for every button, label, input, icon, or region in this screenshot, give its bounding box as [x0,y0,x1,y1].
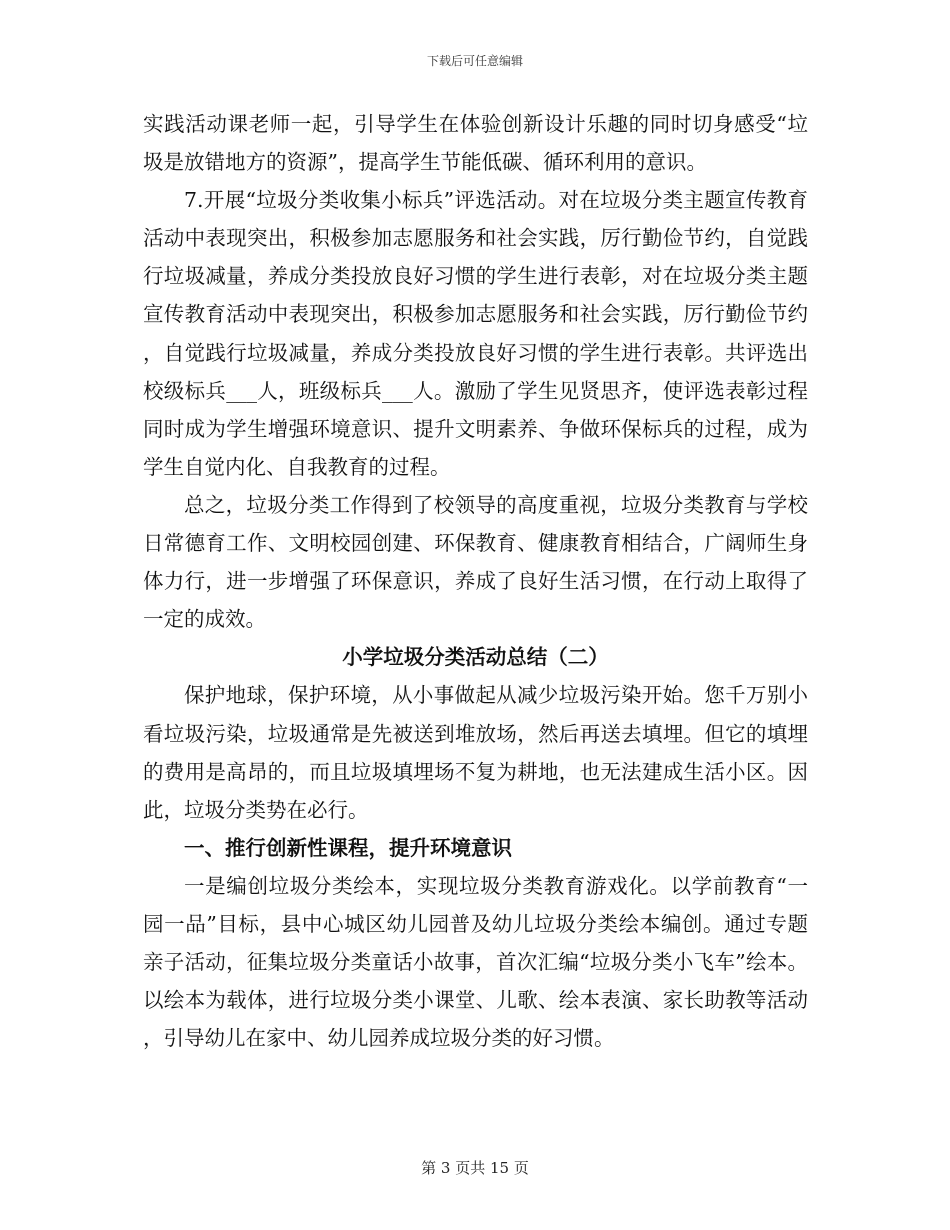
section-title: 小学垃圾分类活动总结（二） [342,645,609,670]
paragraph-item-7: 7.开展“垃圾分类收集小标兵”评选活动。对在垃圾分类主题宣传教育活动中表现突出，积极参加志愿服务和社会实践，厉行勤俭节约，自觉践行垃圾减量，养成分类投放良好习惯的学生进行表彰，对在垃圾分类主题宣传教育活动中表现突出，积极参加志愿服务和社会实践，厉行勤俭节约，自觉践行垃圾减量，养成分类投放良好习惯的学生进行表彰。共评选出校级标兵___人，班级标兵___人。激励了学生见贤思齐，使评选表彰过程同时成为学生增强环境意识、提升文明素养、争做环保标兵的过程，成为学生自觉内化、自我教育的过程。 [143,188,808,479]
document-body [143,105,808,1057]
paragraph-intro: 保护地球，保护环境，从小事做起从减少垃圾污染开始。您千万别小看垃圾污染，垃圾通常是先被送到堆放场，然后再送去填埋。但它的填埋的费用是高昂的，而且垃圾填埋场不复为耕地，也无法建成生活小区。因此，垃圾分类势在必行。 [143,683,808,822]
page-header: 下载后可任意编辑 [426,54,523,68]
page-number: 第 3 页共 15 页 [421,1159,529,1177]
paragraph-picture-book: 一是编创垃圾分类绘本，实现垃圾分类教育游戏化。以学前教育“一园一品”目标，县中心城区幼儿园普及幼儿垃圾分类绘本编创。通过专题亲子活动，征集垃圾分类童话小故事，首次汇编“垃圾分类小飞车”绘本。以绘本为载体，进行垃圾分类小课堂、儿歌、绘本表演、家长助教等活动，引导幼儿在家中、幼儿园养成垃圾分类的好习惯。 [143,873,808,1051]
paragraph-summary: 总之，垃圾分类工作得到了校领导的高度重视，垃圾分类教育与学校日常德育工作、文明校园创建、环保教育、健康教育相结合，广阔师生身体力行，进一步增强了环保意识，养成了良好生活习惯，在行动上取得了一定的成效。 [143,492,808,632]
section-heading-1: 一、推行创新性课程，提升环境意识 [184,835,512,860]
paragraph-continuation: 实践活动课老师一起，引导学生在体验创新设计乐趣的同时切身感受“垃圾是放错地方的资源”，提高学生节能低碳、循环利用的意识。 [143,112,808,175]
